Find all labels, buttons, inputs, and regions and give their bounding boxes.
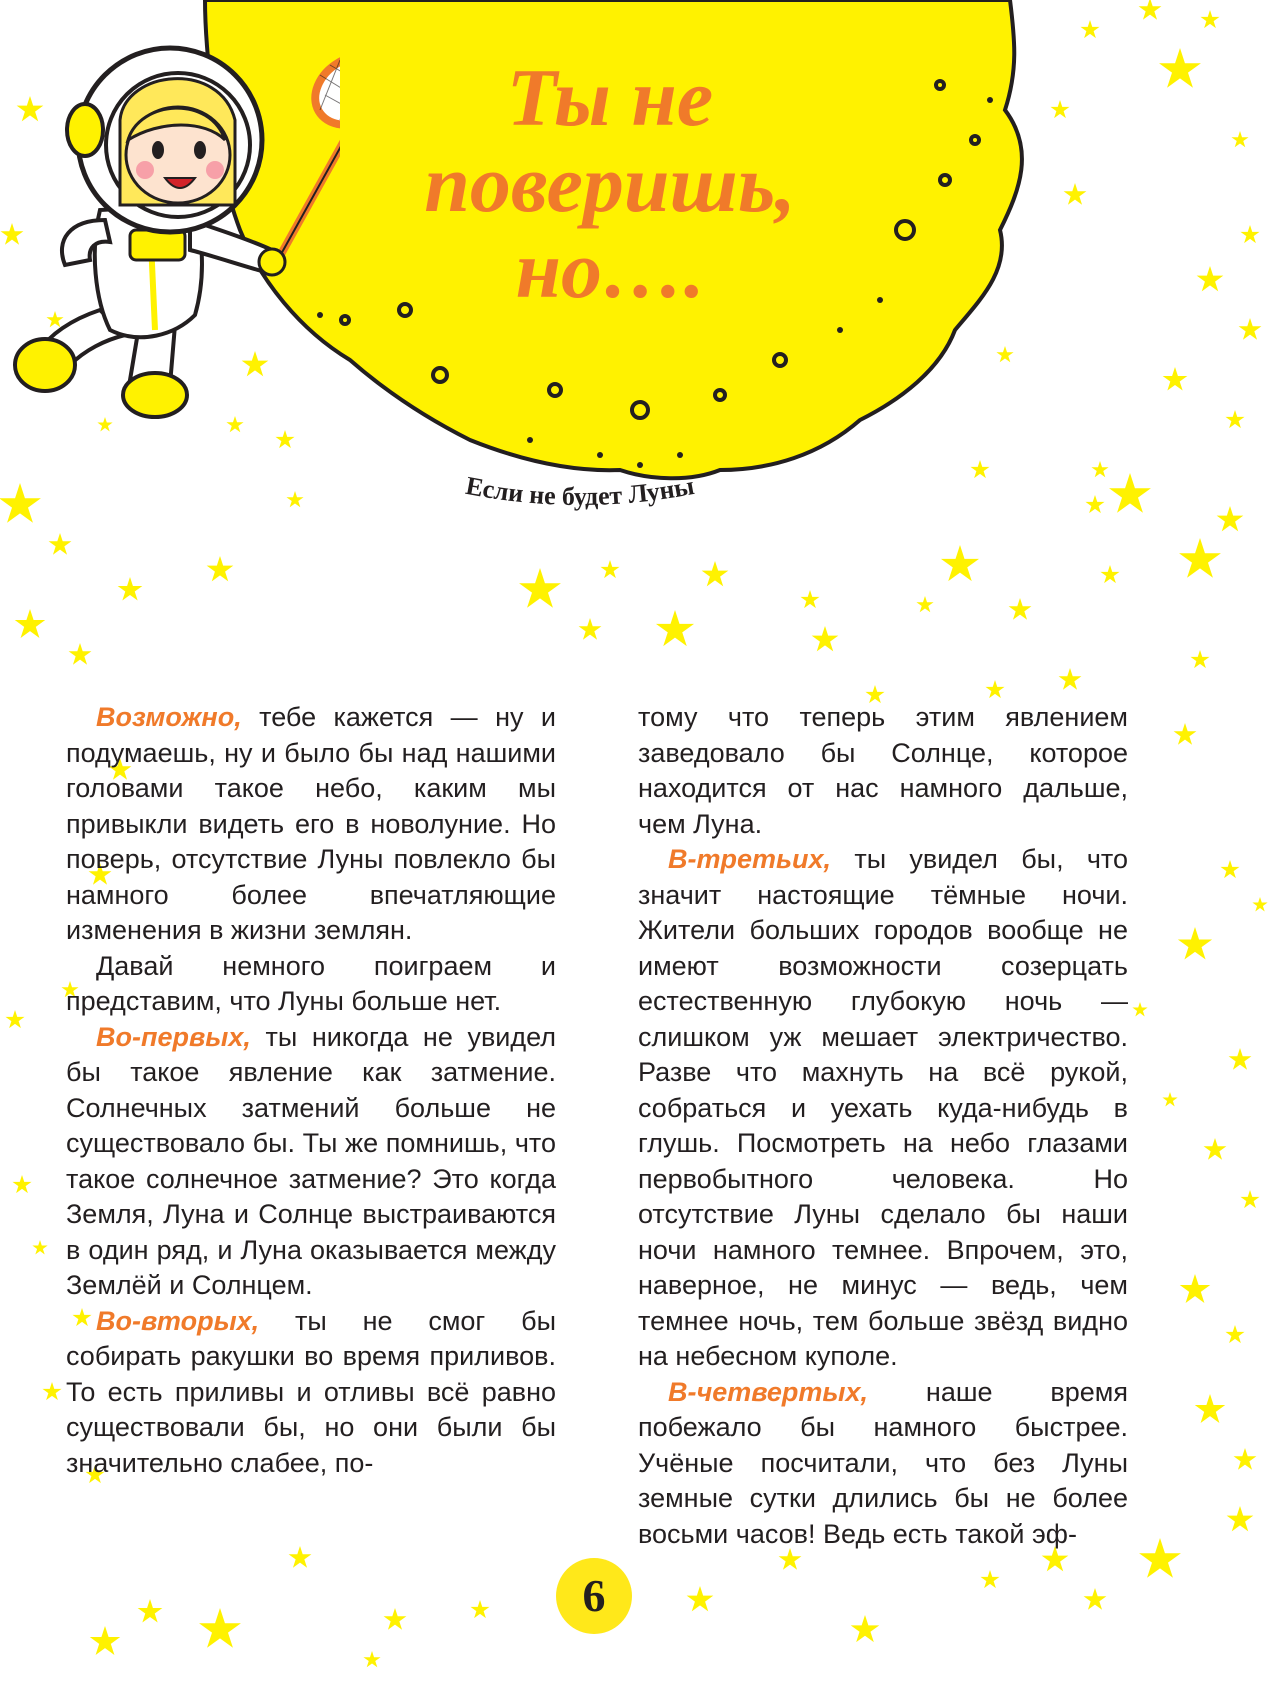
star-icon bbox=[138, 1599, 163, 1623]
paragraph-text: ты никогда не увидел бы такое явление как затмение. Солнечных затмений больше не существовало бы. Ты же помнишь, что такое солнечное затмение? Это когда Земля, Луна и Солнце выстраиваются в один ряд, и Луна оказывается между Землёй и Солнцем. bbox=[66, 1021, 556, 1300]
title-line-2: поверишь, bbox=[424, 138, 796, 229]
star-icon bbox=[656, 610, 694, 646]
star-icon bbox=[12, 1175, 31, 1193]
star-icon bbox=[470, 1600, 489, 1618]
paragraph bbox=[66, 700, 556, 949]
star-icon bbox=[1059, 668, 1082, 690]
star-icon bbox=[32, 1240, 47, 1254]
star-icon bbox=[1139, 1538, 1181, 1578]
paragraph bbox=[66, 949, 556, 1020]
star-icon bbox=[519, 568, 561, 608]
star-icon bbox=[1190, 650, 1209, 668]
text-column-left bbox=[66, 700, 556, 1481]
star-icon bbox=[702, 561, 729, 586]
star-icon bbox=[1174, 723, 1197, 745]
star-icon bbox=[579, 618, 602, 640]
star-icon bbox=[1240, 1190, 1259, 1208]
paragraph-text: тебе кажется — ну и подумаешь, ну и было бы над нашими головами такое небо, каким мы привыкли видеть его в новолуние. Но поверь, отсутствие Луны повлекло бы намного более впечатляющие изменения в жизни землян. bbox=[66, 702, 556, 945]
star-icon bbox=[199, 1608, 241, 1648]
star-icon bbox=[1227, 1506, 1254, 1531]
paragraph bbox=[638, 1375, 1128, 1553]
star-icon bbox=[384, 1608, 407, 1630]
star-icon bbox=[1220, 860, 1239, 878]
paragraph-text: ты увидел бы, что значит настоящие тёмные ночи. Жители больших городов вообще не имеют возможности созерцать естественную глубокую ночь — слишком уж мешает электричество. Разве что махнуть на всё рукой, собраться и уехать куда-нибудь в глушь. Посмотреть на небо глазами первобытного человека. Но отсутствие Луны сделало бы наши ночи намного темнее. Впрочем, это, наверное, не минус — ведь, чем темнее ночь, тем больше звёзд видно на небесном куполе. bbox=[638, 844, 1128, 1371]
paragraph-lead: В-четвертых, bbox=[668, 1376, 868, 1407]
subtitle bbox=[400, 455, 760, 535]
star-icon bbox=[15, 609, 45, 638]
star-icon bbox=[1162, 1092, 1177, 1106]
star-icon bbox=[1180, 1274, 1210, 1303]
paragraph bbox=[66, 1304, 556, 1482]
paragraph-lead: Возможно, bbox=[96, 702, 242, 732]
star-icon bbox=[1252, 897, 1267, 911]
star-icon bbox=[1229, 1048, 1252, 1070]
page-number: 6 bbox=[556, 1558, 632, 1634]
paragraph bbox=[638, 700, 1128, 842]
paragraph bbox=[638, 842, 1128, 1375]
star-icon bbox=[812, 626, 839, 651]
star-icon bbox=[1178, 927, 1212, 960]
star-icon bbox=[851, 1615, 880, 1642]
star-icon bbox=[687, 1586, 714, 1611]
star-icon bbox=[289, 1546, 312, 1568]
star-icon bbox=[1195, 1394, 1225, 1423]
star-icon bbox=[980, 1570, 999, 1588]
star-icon bbox=[90, 1626, 120, 1655]
star-icon bbox=[1204, 1138, 1227, 1160]
paragraph-lead: В-третьих, bbox=[668, 844, 832, 874]
svg-text:Если не будет Луны bbox=[464, 471, 697, 511]
star-icon bbox=[1234, 1448, 1257, 1470]
astronaut-with-net-icon bbox=[10, 20, 340, 440]
star-icon bbox=[1225, 1325, 1244, 1343]
star-icon bbox=[42, 1382, 61, 1400]
star-icon bbox=[118, 577, 143, 601]
paragraph-text: ты не смог бы собирать ракушки во время приливов. То есть приливы и отливы всё равно существовали бы, но они были бы значительно слабее, по- bbox=[66, 1305, 556, 1478]
star-icon bbox=[1132, 1002, 1147, 1016]
star-icon bbox=[1009, 598, 1032, 620]
star-icon bbox=[916, 596, 933, 612]
star-icon bbox=[985, 680, 1004, 698]
title-line-3: но…. bbox=[515, 224, 705, 315]
star-icon bbox=[600, 560, 619, 578]
star-icon bbox=[5, 1010, 24, 1028]
paragraph-lead: Во-первых, bbox=[96, 1021, 251, 1052]
page-title bbox=[330, 52, 890, 315]
star-icon bbox=[1100, 565, 1119, 583]
paragraph-text: наше время побежало бы намного быстрее. Учёные посчитали, что без Луны земные сутки длились бы не более восьми часов! Ведь есть такой эф- bbox=[638, 1376, 1128, 1549]
star-icon bbox=[1084, 1588, 1107, 1610]
star-icon bbox=[363, 1651, 380, 1667]
paragraph bbox=[66, 1020, 556, 1304]
paragraph-text: тому что теперь этим явлением заведовало бы Солнце, которое находится от нас намного дальше, чем Луна. bbox=[638, 702, 1128, 839]
paragraph-lead: Во-вторых, bbox=[96, 1305, 260, 1336]
paragraph-text: Давай немного поиграем и представим, что Луны больше нет. bbox=[66, 950, 556, 1016]
title-line-1: Ты не bbox=[506, 52, 714, 143]
subtitle-text: Если не будет Луны bbox=[463, 470, 697, 512]
star-icon bbox=[800, 590, 819, 608]
text-column-right bbox=[638, 700, 1128, 1552]
star-icon bbox=[69, 643, 92, 665]
